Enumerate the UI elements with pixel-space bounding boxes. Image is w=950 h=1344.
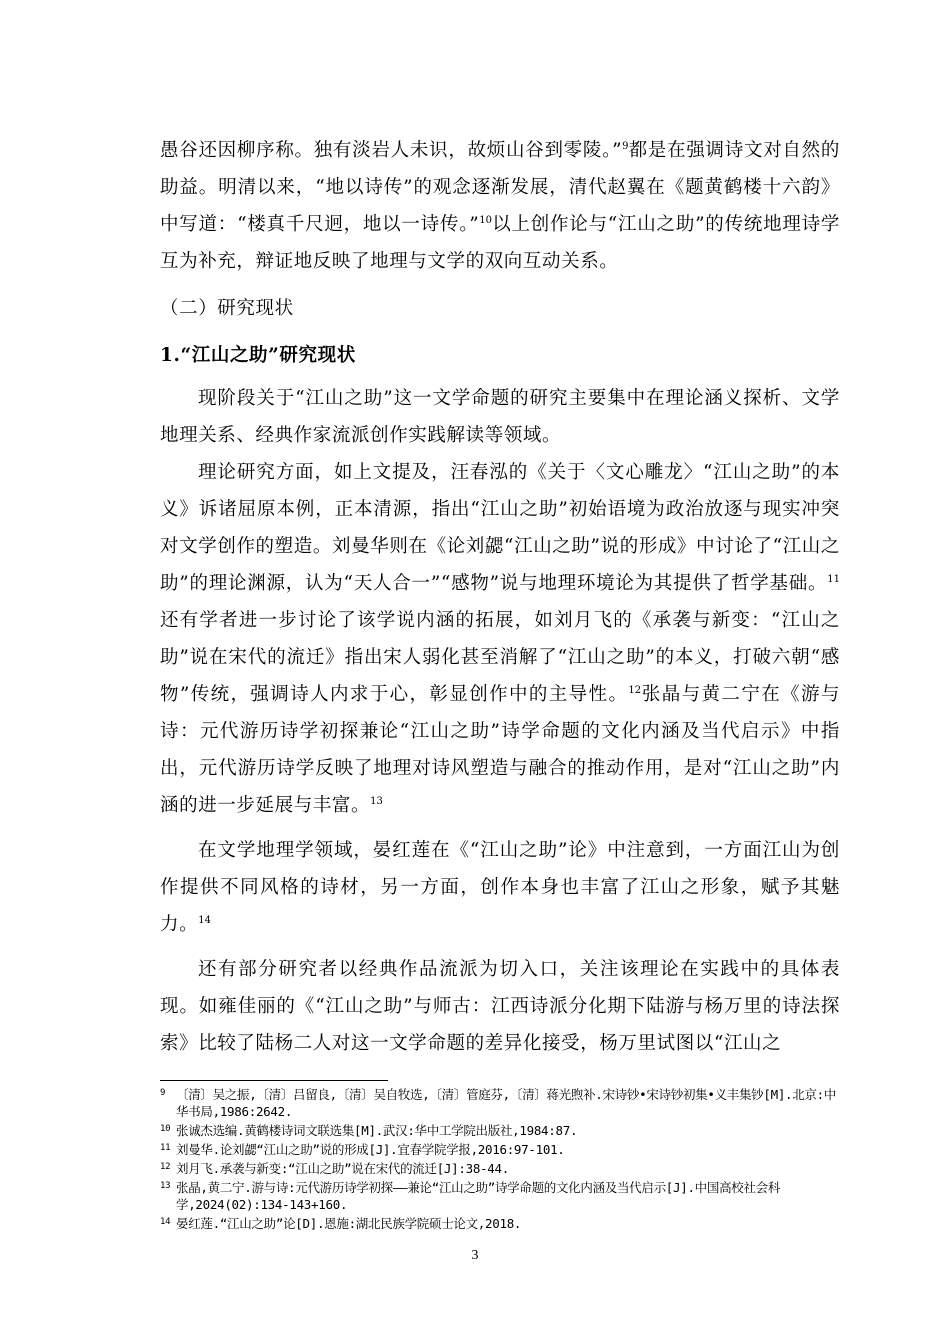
footnote-number: 14	[160, 1217, 171, 1227]
footnote-10	[160, 1122, 840, 1139]
text-run: 在文学地理学领域，晏红莲在《“江山之助”论》中注意到，一方面江山为创作提供不同风格的诗材，另一方面，创作本身也丰富了江山之形象，赋予其魅力。	[160, 840, 840, 935]
footnote-number: 13	[160, 1181, 171, 1191]
body-text	[160, 132, 840, 1062]
footnotes	[160, 1086, 840, 1234]
text-run: 愚谷还因柳序称。独有淡岩人未识，故烦山谷到零陵。”	[160, 140, 623, 161]
footnote-text: 刘曼华.论刘勰“江山之助”说的形成[J].宜春学院学报,2016:97-101.	[176, 1142, 565, 1157]
footnote-number: 9	[160, 1088, 166, 1098]
text-run: 都是在强调诗文对自然的助益。明清以来，“地以诗传”的观念逐渐发展，清代赵翼在《题黄鹤楼十六韵》中写道：“楼真千尺迥，地以一诗传。”	[160, 140, 840, 235]
footnote-text: 刘月飞.承袭与新变:“江山之助”说在宋代的流迁[J]:38-44.	[176, 1161, 509, 1176]
footnote-ref-10[interactable]: 10	[479, 214, 493, 226]
footnote-11	[160, 1141, 840, 1158]
paragraph-theory	[160, 454, 840, 824]
footnote-text: 张晶,黄二宁.游与诗:元代游历诗学初探——兼论“江山之助”诗学命题的文化内涵及当代启示[J].中国高校社会科学,2024(02):134-143+160.	[176, 1180, 781, 1212]
paragraph-practice: 还有部分研究者以经典作品流派为切入口，关注该理论在实践中的具体表现。如雍佳丽的《“江山之助”与师古：江西诗派分化期下陆游与杨万里的诗法探索》比较了陆杨二人对这一文学命题的差异化接受，杨万里试图以“江山之	[160, 959, 840, 1054]
footnote-13	[160, 1179, 840, 1213]
section-heading: （二）研究现状	[160, 298, 294, 319]
paragraph-geography	[160, 832, 840, 943]
subsection-heading: 1.“江山之助”研究现状	[160, 345, 356, 366]
text-run: 以上创作论与“江山之助”的传统地理诗学互为补充，辩证地反映了地理与文学的双向互动关系。	[160, 214, 840, 272]
paragraph-overview: 现阶段关于“江山之助”这一文学命题的研究主要集中在理论涵义探析、文学地理关系、经典作家流派创作实践解读等领域。	[160, 388, 840, 446]
footnote-9	[160, 1086, 840, 1120]
footnote-14	[160, 1215, 840, 1232]
text-run: 理论研究方面，如上文提及，汪春泓的《关于〈文心雕龙〉“江山之助”的本义》诉诸屈原本例，正本清源，指出“江山之助”初始语境为政治放逐与现实冲突对文学创作的塑造。刘曼华则在《论刘勰“江山之助”说的形成》中讨论了“江山之助”的理论渊源，认为“天人合一”“感物”说与地理环境论为其提供了哲学基础。	[160, 462, 840, 594]
page-number: 3	[471, 1248, 479, 1263]
footnote-ref-12[interactable]: 12	[628, 684, 642, 696]
footnote-number: 10	[160, 1124, 171, 1134]
footnote-text: 〔清〕吴之振,〔清〕吕留良,〔清〕吴自牧选,〔清〕管庭芬,〔清〕蒋光煦补.宋诗钞•宋诗钞初集•义丰集钞[M].北京:中华书局,1986:2642.	[176, 1087, 837, 1119]
footnote-text: 张诚杰选编.黄鹤楼诗词文联选集[M].武汉:华中工学院出版社,1984:87.	[176, 1123, 578, 1138]
footnote-separator	[160, 1080, 388, 1081]
footnote-ref-14[interactable]: 14	[198, 914, 211, 926]
paragraph-continued	[160, 132, 840, 280]
footnote-ref-9[interactable]: 9	[622, 140, 629, 152]
footnote-12	[160, 1160, 840, 1177]
footnote-number: 11	[160, 1143, 171, 1153]
footnote-number: 12	[160, 1162, 171, 1172]
footnote-ref-11[interactable]: 11	[827, 573, 840, 585]
text-run: 还有学者进一步讨论了该学说内涵的拓展，如刘月飞的《承袭与新变：“江山之助”说在宋代的流迁》指出宋人弱化甚至消解了“江山之助”的本义，打破六朝“感物”传统，强调诗人内求于心，彰显创作中的主导性。	[160, 610, 840, 705]
text-run: 张晶与黄二宁在《游与诗：元代游历诗学初探兼论“江山之助”诗学命题的文化内涵及当代启示》中指出，元代游历诗学反映了地理对诗风塑造与融合的推动作用，是对“江山之助”内涵的进一步延展与丰富。	[160, 684, 840, 816]
footnote-text: 晏红莲.“江山之助”论[D].恩施:湖北民族学院硕士论文,2018.	[176, 1216, 522, 1231]
footnote-ref-13[interactable]: 13	[370, 795, 383, 807]
